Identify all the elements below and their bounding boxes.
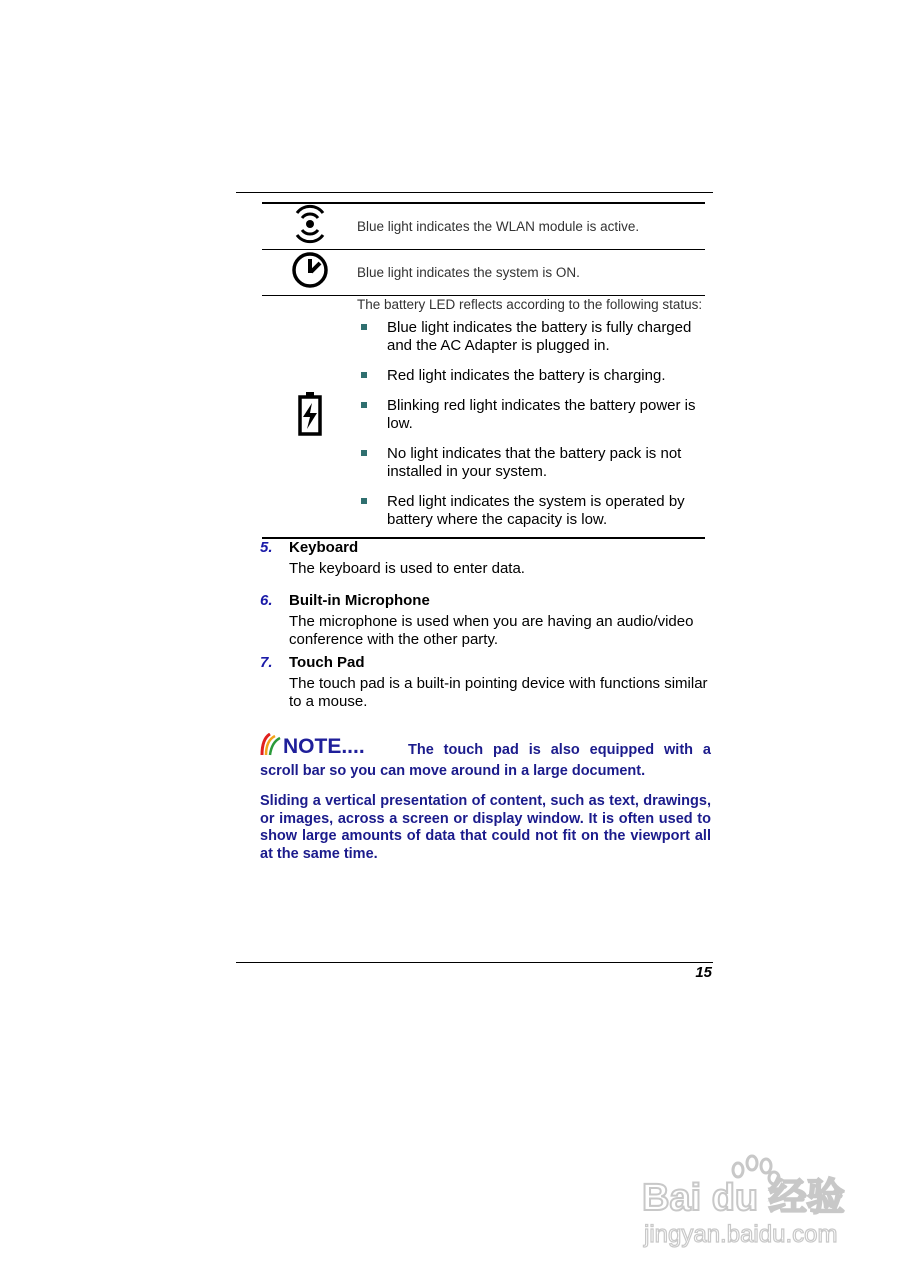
list-item: No light indicates that the battery pack is not installed in your system. bbox=[357, 445, 705, 481]
list-item: Blinking red light indicates the battery power is low. bbox=[357, 397, 705, 433]
section-microphone bbox=[260, 592, 710, 649]
section-body: The touch pad is a built-in pointing device with functions similar to a mouse. bbox=[289, 675, 708, 710]
bullet-icon bbox=[361, 498, 367, 504]
led-table bbox=[262, 202, 705, 539]
section-keyboard bbox=[260, 539, 710, 578]
bullet-icon bbox=[361, 324, 367, 330]
bullet-icon bbox=[361, 450, 367, 456]
section-title: Built-in Microphone bbox=[289, 592, 430, 609]
section-body: The microphone is used when you are having an audio/video conference with the other party. bbox=[289, 613, 694, 648]
battery-intro: The battery LED reflects according to the following status: bbox=[357, 297, 703, 312]
note-paragraph-1 bbox=[260, 733, 711, 780]
led-row-power bbox=[262, 250, 705, 296]
battery-status-list bbox=[357, 319, 705, 529]
section-number: 6. bbox=[260, 592, 273, 609]
wlan-led-description: Blue light indicates the WLAN module is active. bbox=[357, 218, 640, 234]
list-item: Red light indicates the system is operated by battery where the capacity is low. bbox=[357, 493, 705, 529]
note-text-1: The touch pad is also equipped with a scroll bar so you can move around in a large document. bbox=[260, 742, 711, 779]
section-number: 7. bbox=[260, 654, 273, 671]
wlan-icon bbox=[262, 203, 357, 250]
section-title: Keyboard bbox=[289, 539, 359, 556]
battery-icon bbox=[262, 296, 357, 539]
battery-led-description bbox=[357, 296, 705, 539]
power-icon bbox=[262, 250, 357, 296]
list-item: Red light indicates the battery is charging. bbox=[357, 367, 705, 385]
bullet-icon bbox=[361, 372, 367, 378]
section-number: 5. bbox=[260, 539, 273, 556]
section-title: Touch Pad bbox=[289, 654, 365, 671]
svg-text:NOTE....: NOTE.... bbox=[283, 735, 365, 757]
header-rule bbox=[236, 192, 713, 193]
section-body: The keyboard is used to enter data. bbox=[289, 560, 525, 577]
bullet-icon bbox=[361, 402, 367, 408]
svg-text:Bai du 经验: Bai du 经验 bbox=[642, 1177, 845, 1219]
note-logo bbox=[260, 733, 386, 763]
led-row-wlan bbox=[262, 203, 705, 250]
led-row-battery bbox=[262, 296, 705, 539]
section-touch-pad bbox=[260, 654, 710, 711]
list-item: Blue light indicates the battery is fully charged and the AC Adapter is plugged in. bbox=[357, 319, 705, 355]
svg-text:jingyan.baidu.com: jingyan.baidu.com bbox=[644, 1221, 838, 1248]
note-paragraph-2: Sliding a vertical presentation of content, such as text, drawings, or images, across a screen or display window. It is often used to show large amounts of data that could not fit on the viewport all at the same time. bbox=[260, 793, 711, 862]
baidu-watermark bbox=[640, 1150, 870, 1250]
power-led-description: Blue light indicates the system is ON. bbox=[357, 264, 580, 280]
footer-rule bbox=[236, 962, 713, 963]
page-number: 15 bbox=[695, 964, 712, 981]
